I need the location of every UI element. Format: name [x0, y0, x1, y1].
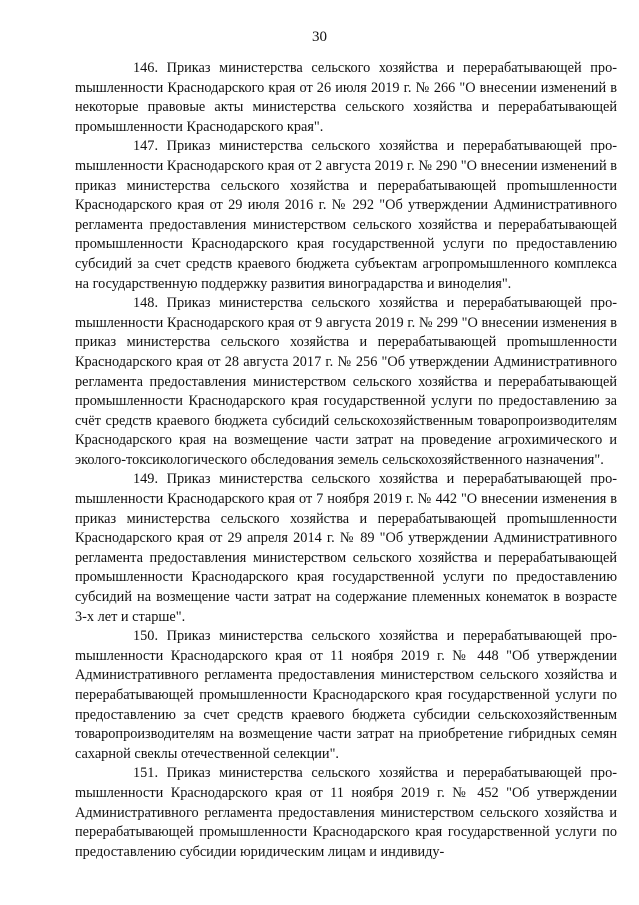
list-item-148: 148. Приказ министерства сельского хозяйства и перерабатывающей проmышленности Краснодарского края от 9 августа 2019 г. № 299 "О внесении изменения в приказ министерства сельского хозяйства и перерабатывающей проmышленности Краснодарского края от 28 августа 2017 г. № 256 "Об утверждении Административного регламента предоставления министерством сельского хозяйства и перерабатывающей промышленности Краснодарского края государственной услуги по предоставлению за счёт средств краевого бюджета субсидий сельскохозяйственным товаропроизводителям Краснодарского края на возмещение части затрат на проведение агрохимического и эколого-токсикологического обследования земель сельскохозяйственного назначения". [75, 295, 617, 468]
list-item-151: 151. Приказ министерства сельского хозяйства и перерабатывающей проmышленности Краснодарского края от 11 ноября 2019 г. № 452 "Об утверждении Административного регламента предоставления министерством сельского хозяйства и перерабатывающей промышленности Краснодарского края государственной услуги по предоставлению субсидии юридическим лицам и индивиду- [75, 765, 617, 860]
page-number: 30 [312, 29, 327, 45]
list-item-147: 147. Приказ министерства сельского хозяйства и перерабатывающей проmышленности Краснодарского края от 2 августа 2019 г. № 290 "О внесении изменений в приказ министерства сельского хозяйства и перерабатывающей проmышленности Краснодарского края от 29 июля 2016 г. № 292 "Об утверждении Административного регламента предоставления министерством сельского хозяйства и перерабатывающей промышленности Краснодарского края государственной услуги по предоставлению субсидий за счет средств краевого бюджета субъектам агропромышленного комплекса на государственную поддержку развития виноградарства и виноделия". [75, 138, 617, 292]
list-item-149: 149. Приказ министерства сельского хозяйства и перерабатывающей проmышленности Краснодарского края от 7 ноября 2019 г. № 442 "О внесении изменения в приказ министерства сельского хозяйства и перерабатывающей проmышленности Краснодарского края от 29 апреля 2014 г. № 89 "Об утверждении Административного регламента предоставления министерством сельского хозяйства и перерабатывающей промышленности Краснодарского края государственной услуги по предоставлению субсидий на возмещение части затрат на содержание племенных конематок в возрасте 3-х лет и старше". [75, 471, 617, 625]
list-item-150: 150. Приказ министерства сельского хозяйства и перерабатывающей проmышленности Краснодарского края от 11 ноября 2019 г. № 448 "Об утверждении Административного регламента предоставления министерством сельского хозяйства и перерабатывающей промышленности Краснодарского края государственной услуги по предоставлению за счет средств краевого бюджета субсидии сельскохозяйственным товаропроизводителям на возмещение части затрат на приобретение гибридных семян сахарной свеклы отечественной селекции". [75, 628, 617, 762]
document-body [75, 59, 617, 862]
list-item-146: 146. Приказ министерства сельского хозяйства и перерабатывающей проmышленности Краснодарского края от 26 июля 2019 г. № 266 "О внесении изменений в некоторые правовые акты министерства сельского хозяйства и перерабатывающей промышленности Краснодарского края". [75, 60, 617, 135]
